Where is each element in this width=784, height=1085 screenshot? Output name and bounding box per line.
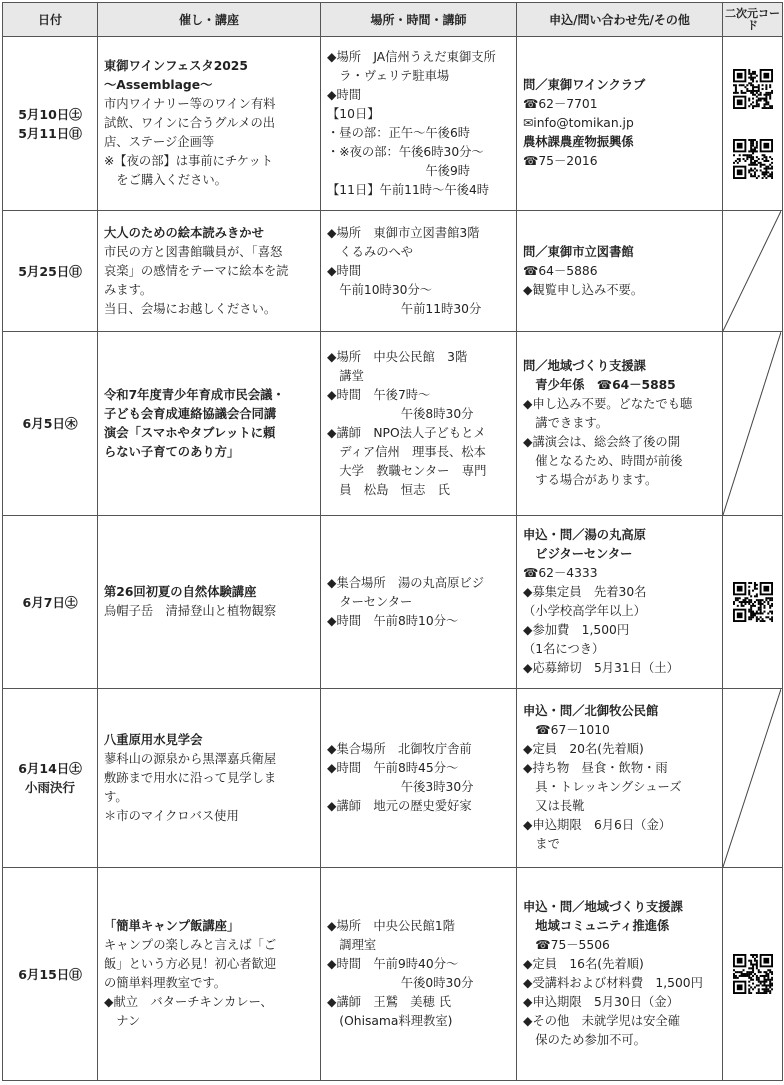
- event-description: 市民の方と図書館職員が、「喜怒: [104, 244, 283, 259]
- contact-line: 地域コミュニティ推進係: [523, 919, 670, 933]
- contact-line: 具・トレッキングシューズ: [523, 780, 682, 794]
- contact-line: ◆応募締切 5月31日（土）: [523, 661, 679, 675]
- event-cell: [98, 868, 321, 1081]
- place-time-line: ◆時間 午前8時45分～: [327, 761, 459, 775]
- contact-line: ◆その他 未就学児は安全確: [523, 1014, 681, 1028]
- event-title: 「簡単キャンプ飯講座」: [104, 919, 240, 933]
- event-description: 当日、会場にお越しください。: [104, 301, 277, 316]
- contact-line: ◆定員 16名(先着順): [523, 957, 644, 971]
- contact-line: ◆申し込み不要。どなたでも聴: [523, 397, 693, 411]
- place-time-cell: [321, 516, 517, 689]
- place-time-line: 午後3時30分: [327, 780, 474, 794]
- event-description: ※【夜の部】は事前にチケット: [104, 154, 274, 168]
- place-time-line: 【11日】午前11時～午後4時: [327, 182, 490, 197]
- empty-slash: [723, 332, 782, 515]
- event-description: 市内ワイナリー等のワイン有料: [104, 97, 276, 111]
- place-time-line: ◆集合場所 湯の丸高原ビジ: [327, 575, 485, 590]
- event-title: 大人のための絵本読みきかせ: [104, 225, 264, 240]
- event-cell: [98, 211, 321, 332]
- event-date: 5月10日㊏: [18, 106, 82, 122]
- event-cell: [98, 332, 321, 516]
- contact-line: 申込・問／湯の丸高原: [523, 528, 646, 542]
- event-title: 演会「スマホやタブレットに頼: [104, 425, 276, 440]
- qr-cell[interactable]: [723, 516, 783, 689]
- event-cell: [98, 689, 321, 868]
- contact-line: 保のため参加不可。: [523, 1033, 646, 1047]
- place-time-cell: [321, 332, 517, 516]
- event-date: 5月11日㊐: [18, 125, 82, 141]
- place-time-line: ◆時間 午前8時10分～: [327, 613, 459, 628]
- place-time-line: ◆場所 中央公民館1階: [327, 919, 455, 933]
- event-title: 八重原用水見学会: [104, 732, 203, 747]
- contact-line: 申込・問／北御牧公民館: [523, 704, 659, 718]
- event-date: 6月7日㊏: [22, 594, 78, 610]
- contact-line: 講できます。: [523, 416, 609, 430]
- contact-line: ◆申込期限 6月6日（金）: [523, 818, 672, 832]
- contact-line: する場合があります。: [523, 473, 658, 487]
- event-description: 敷跡まで用水に沿って見学しま: [104, 770, 277, 785]
- event-title: 子ども会育成連絡協議会合同講: [104, 406, 277, 421]
- qr-cell[interactable]: [723, 37, 783, 211]
- event-description: す。: [104, 789, 128, 804]
- date-cell: [3, 37, 98, 211]
- qr-cell: [723, 332, 783, 516]
- contact-line: まで: [523, 837, 560, 851]
- event-date: 6月15日㊐: [18, 966, 82, 982]
- contact-line: 問／東御ワインクラブ: [523, 78, 646, 92]
- place-time-line: ターセンター: [327, 594, 413, 609]
- date-cell: [3, 516, 98, 689]
- table-row: [3, 689, 783, 868]
- place-time-line: 午後0時30分: [327, 976, 474, 990]
- place-time-line: ◆時間 午前9時40分～: [327, 957, 459, 971]
- table-row: [3, 868, 783, 1081]
- place-time-line: 調理室: [327, 938, 377, 952]
- contact-cell: [517, 332, 723, 516]
- empty-slash: [723, 689, 782, 867]
- place-time-line: ◆講師 地元の歴史愛好家: [327, 799, 472, 813]
- event-description: 哀楽」の感情をテーマに絵本を読: [104, 263, 289, 278]
- header-place: 場所・時間・講師: [321, 3, 517, 37]
- event-description: みます。: [104, 282, 153, 297]
- event-date: 6月5日㊍: [22, 416, 78, 431]
- empty-slash: [723, 211, 782, 331]
- place-time-line: ディア信州 理事長、松本: [327, 444, 486, 459]
- place-time-line: ◆時間: [327, 87, 362, 102]
- place-time-line: (Ohisama料理教室): [327, 1014, 453, 1028]
- place-time-line: ・※夜の部：午後6時30分～: [327, 144, 484, 159]
- contact-cell: [517, 868, 723, 1081]
- contact-cell: [517, 37, 723, 211]
- place-time-line: ◆場所 JA信州うえだ東御支所: [327, 49, 496, 64]
- contact-line: ☎62－4333: [523, 566, 598, 580]
- place-time-line: 午後8時30分: [327, 406, 474, 421]
- event-title: 令和7年度青少年育成市民会議・: [104, 387, 285, 402]
- qr-cell: [723, 211, 783, 332]
- place-time-line: ◆集合場所 北御牧庁舎前: [327, 742, 472, 756]
- table-row: [3, 37, 783, 211]
- contact-line: 問／東御市立図書館: [523, 244, 634, 259]
- contact-line: ◆募集定員 先着30名: [523, 585, 647, 599]
- place-time-line: 午前11時30分: [327, 301, 482, 316]
- contact-cell: [517, 516, 723, 689]
- place-time-line: 員 松島 恒志 氏: [327, 482, 450, 497]
- contact-line: ☎64－5886: [523, 263, 598, 278]
- event-cell: [98, 516, 321, 689]
- event-description: 店、ステージ企画等: [104, 135, 215, 149]
- contact-line: ビジターセンター: [523, 547, 633, 561]
- qr-code-icon[interactable]: [733, 954, 773, 994]
- contact-line: ☎67－1010: [523, 723, 610, 737]
- contact-line: ◆講演会は、総会終了後の開: [523, 435, 681, 449]
- place-time-line: 午前10時30分～: [327, 282, 433, 297]
- place-time-line: ◆時間: [327, 263, 362, 278]
- header-event: 催し・講座: [98, 3, 321, 37]
- place-time-line: ◆時間 午後7時～: [327, 387, 431, 402]
- contact-cell: [517, 689, 723, 868]
- qr-cell[interactable]: [723, 868, 783, 1081]
- header-date: 日付: [3, 3, 98, 37]
- place-time-line: ・昼の部：正午～午後6時: [327, 125, 471, 140]
- place-time-line: 午後9時: [327, 163, 471, 178]
- table-row: [3, 516, 783, 689]
- contact-line: ◆申込期限 5月30日（金）: [523, 995, 679, 1009]
- place-time-line: 講堂: [327, 368, 364, 383]
- place-time-line: ◆講師 NPO法人子どもとメ: [327, 425, 486, 440]
- event-description: 蓼科山の源泉から黒澤嘉兵衛屋: [104, 751, 277, 766]
- place-time-line: 大学 教職センター 専門: [327, 463, 487, 478]
- place-time-line: 【10日】: [327, 106, 380, 121]
- event-description: 飯」という方必見！初心者歓迎: [104, 957, 277, 971]
- event-description: の簡単料理教室です。: [104, 976, 226, 990]
- date-cell: [3, 868, 98, 1081]
- contact-line: ◆持ち物 昼食・飲物・雨: [523, 761, 668, 775]
- event-date: 小雨決行: [24, 780, 75, 795]
- event-date: 6月14日㊏: [18, 761, 82, 776]
- table-row: [3, 211, 783, 332]
- event-title: らない子育てのあり方」: [104, 444, 240, 459]
- place-time-line: ラ・ヴェリテ駐車場: [327, 68, 450, 83]
- date-cell: [3, 689, 98, 868]
- contact-line: ☎62－7701: [523, 97, 598, 111]
- place-time-cell: [321, 689, 517, 868]
- contact-line: ☎75－5506: [523, 938, 610, 952]
- event-description: 烏帽子岳 清掃登山と植物観察: [104, 604, 277, 618]
- event-table: [2, 2, 783, 1081]
- place-time-line: くるみのへや: [327, 244, 414, 259]
- place-time-cell: [321, 37, 517, 211]
- event-description: 試飲、ワインに合うグルメの出: [104, 116, 276, 130]
- contact-line: 農林課農産物振興係: [523, 135, 634, 149]
- contact-line: ✉info@tomikan.jp: [523, 116, 634, 130]
- header-contact: 申込/問い合わせ先/その他: [517, 3, 723, 37]
- event-description: ナン: [104, 1014, 141, 1028]
- event-cell: [98, 37, 321, 211]
- place-time-cell: [321, 868, 517, 1081]
- contact-line: 又は長靴: [523, 799, 585, 813]
- place-time-line: ◆場所 中央公民館 3階: [327, 349, 468, 364]
- event-description: ◆献立 バターチキンカレー、: [104, 995, 273, 1009]
- contact-line: （小学校高学年以上）: [523, 604, 646, 618]
- date-cell: [3, 211, 98, 332]
- contact-line: 問／地域づくり支援課: [523, 359, 646, 373]
- header-row: [3, 3, 783, 37]
- event-description: をご購入ください。: [104, 173, 227, 187]
- contact-line: ◆観覧申し込み不要。: [523, 282, 644, 297]
- table-row: [3, 332, 783, 516]
- contact-line: （1名につき）: [523, 642, 605, 656]
- event-title: 東御ワインフェスタ2025: [104, 59, 248, 73]
- contact-line: 青少年係 ☎64－5885: [523, 378, 676, 392]
- place-time-cell: [321, 211, 517, 332]
- contact-line: 催となるため、時間が前後: [523, 454, 683, 468]
- qr-code-icon[interactable]: [733, 139, 773, 179]
- header-qr: 二次元コード: [723, 3, 783, 37]
- qr-code-icon[interactable]: [733, 69, 773, 109]
- qr-code-icon[interactable]: [733, 582, 773, 622]
- event-description: キャンプの楽しみと言えば「ご: [104, 938, 277, 952]
- place-time-line: ◆講師 王鷲 美穂 氏: [327, 995, 452, 1009]
- event-description: ＊市のマイクロバス使用: [104, 808, 239, 823]
- contact-line: ☎75－2016: [523, 154, 598, 168]
- contact-line: ◆定員 20名(先着順): [523, 742, 644, 756]
- place-time-line: ◆場所 東御市立図書館3階: [327, 225, 480, 240]
- event-title: ～Assemblage～: [104, 78, 213, 92]
- contact-cell: [517, 211, 723, 332]
- contact-line: ◆参加費 1,500円: [523, 623, 630, 637]
- event-date: 5月25日㊐: [18, 263, 82, 279]
- contact-line: ◆受講料および材料費 1,500円: [523, 976, 703, 990]
- qr-cell: [723, 689, 783, 868]
- date-cell: [3, 332, 98, 516]
- contact-line: 申込・問／地域づくり支援課: [523, 900, 683, 914]
- event-title: 第26回初夏の自然体験講座: [104, 585, 257, 599]
